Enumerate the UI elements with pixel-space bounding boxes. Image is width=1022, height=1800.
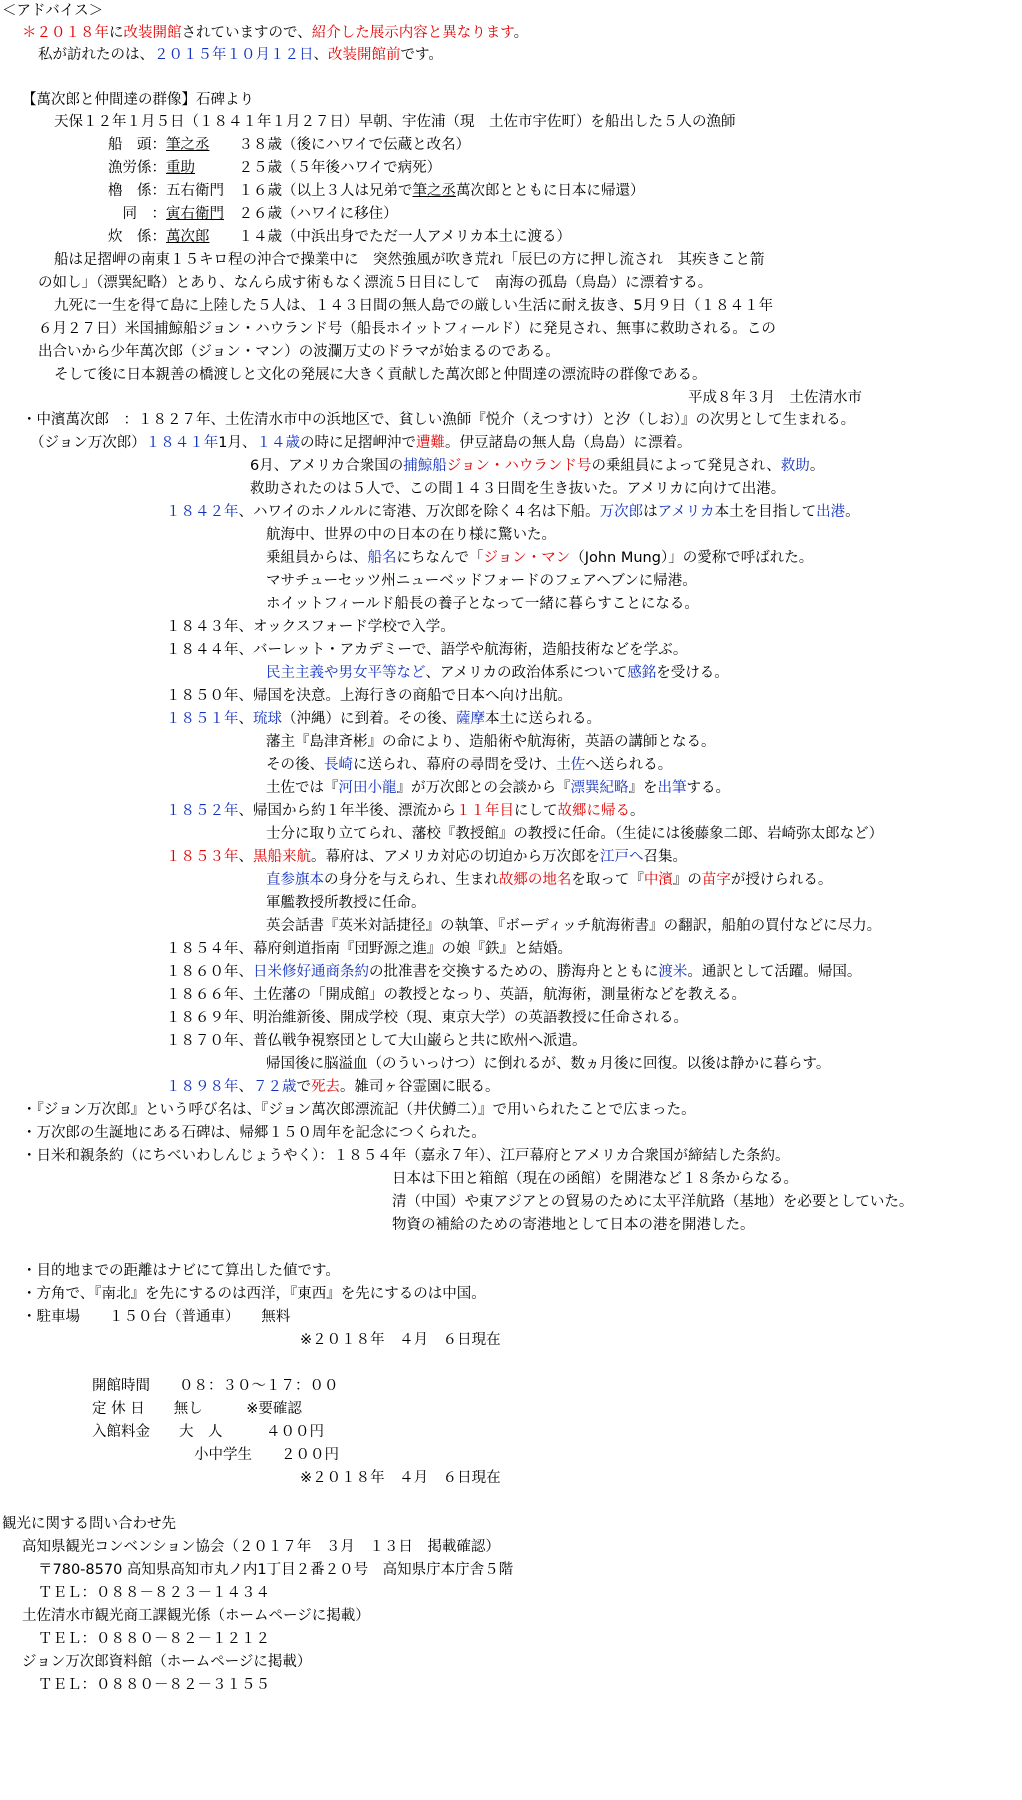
text-line — [108, 205, 398, 225]
text-line — [266, 549, 813, 569]
text-line — [266, 526, 556, 546]
text-segment: 船は足摺岬の南東１５キロ程の沖合で操業中に 突然強風が吹き荒れ「辰巳の方に押し流され 其疾きこと箭 — [54, 252, 765, 268]
text-segment: 改装開館 — [123, 25, 182, 41]
text-line — [392, 1216, 755, 1236]
text-segment: 土佐清水市観光商工課観光係（ホームページに掲載） — [22, 1608, 370, 1624]
text-line — [38, 343, 560, 363]
text-segment: １８５２年 — [166, 803, 239, 819]
text-line — [266, 595, 699, 615]
text-line — [54, 251, 765, 271]
text-segment: ・日米和親条約（にちべいわしんじょうやく）：１８５４年（嘉永７年）、江戸幕府とアメリカ合衆国が締結した条約。 — [22, 1148, 790, 1164]
text-segment: 開館時間 ０８：３０～１７：００ — [92, 1378, 339, 1394]
text-line — [38, 320, 776, 340]
text-line — [166, 641, 687, 661]
text-segment: 土佐では『 — [266, 780, 339, 796]
text-segment: 、アメリカの政治体系について — [425, 665, 628, 681]
text-segment: 。雑司ヶ谷霊園に眠る。 — [340, 1079, 500, 1095]
text-segment: ジョン・ハウランド号 — [446, 458, 592, 474]
text-segment: 日本は下田と箱館（現在の函館）を開港など１８条からなる。 — [392, 1171, 798, 1187]
text-segment: 出合いから少年萬次郎（ジョン・マン）の波瀾万丈のドラマが始まるのである。 — [38, 344, 560, 360]
text-segment: １８４１年 — [145, 435, 219, 451]
text-segment: 。 — [630, 803, 645, 819]
text-line — [38, 1630, 270, 1650]
text-segment: １８６９年、明治維新後、開成学校（現、東京大学）の英語教授に任命される。 — [166, 1010, 688, 1026]
text-segment: 死去 — [311, 1079, 340, 1095]
text-segment: ＜アドバイス＞ — [2, 3, 104, 19]
text-segment: 土佐 — [556, 757, 586, 773]
text-segment: １８４４年、バーレット・アカデミーで、語学や航海術，造船技術などを学ぶ。 — [166, 642, 688, 658]
text-segment: 本土に送られる。 — [485, 711, 601, 727]
text-segment: 、 — [313, 47, 328, 63]
text-segment: 観光に関する問い合わせ先 — [2, 1516, 176, 1532]
text-line — [166, 986, 746, 1006]
text-segment: を受ける。 — [656, 665, 729, 681]
text-segment: 軍艦教授所教授に任命。 — [266, 895, 426, 911]
text-segment: ・駐車場 １５０台（普通車） 無料 — [22, 1309, 291, 1325]
text-segment: （沖縄）に到着。その後、 — [282, 711, 456, 727]
text-segment: 』を — [628, 780, 658, 796]
text-segment: 苗字 — [701, 872, 731, 888]
text-line — [22, 24, 528, 44]
text-segment: 。 — [845, 504, 860, 520]
text-segment: されていますので、 — [181, 25, 312, 41]
text-segment: 同 ：寅右衛門 ２６歳（ハワイに移住） — [108, 206, 398, 222]
text-line — [266, 733, 716, 753]
text-segment: 黒船来航 — [253, 849, 311, 865]
text-segment: マサチューセッツ州ニューベッドフォードのフェアヘブンに帰港。 — [266, 573, 697, 589]
text-segment: 直参旗本 — [266, 872, 324, 888]
text-segment: ・方角で、『南北』を先にするのは西洋，『東西』を先にするのは中国。 — [22, 1286, 486, 1302]
text-segment: 【萬次郎と仲間達の群像】石碑より — [22, 92, 254, 108]
text-line — [166, 1032, 587, 1052]
text-segment: １８４３年、オックスフォード学校で入学。 — [166, 619, 455, 635]
text-line — [38, 1561, 513, 1581]
text-segment: 遭難 — [415, 435, 445, 451]
text-line — [300, 1331, 501, 1351]
text-segment: は — [643, 504, 658, 520]
text-segment: ＴＥＬ：０８８－８２３－１４３４ — [38, 1585, 270, 1601]
text-segment: で — [296, 1079, 311, 1095]
text-segment: 改装開館前 — [328, 47, 401, 63]
text-segment: 。伊豆諸島の無人島（鳥島）に漂着。 — [444, 435, 692, 451]
text-line — [266, 572, 697, 592]
text-line — [2, 2, 103, 22]
text-line — [22, 1653, 311, 1673]
text-segment: 平成８年３月 土佐清水市 — [688, 390, 862, 406]
text-line — [266, 871, 832, 891]
text-segment: 、帰国から約１年半後、漂流から — [238, 803, 456, 819]
text-line — [266, 825, 883, 845]
text-segment: 清（中国）や東アジアとの貿易のために太平洋航路（基地）を必要としていた。 — [392, 1194, 914, 1210]
text-segment: 故郷に帰る — [557, 803, 630, 819]
text-segment: の時に足摺岬沖で — [299, 435, 416, 451]
text-segment: 薩摩 — [456, 711, 485, 727]
text-segment: 天保１２年１月５日（１８４１年１月２７日）早朝、宇佐浦（現 土佐市宇佐町）を船出した５人の漁師 — [54, 114, 736, 130]
text-line — [266, 917, 881, 937]
text-segment: １８７０年、普仏戦争視察団として大山巌らと共に欧州へ派遣。 — [166, 1033, 587, 1049]
text-segment: １８５４年、幕府剣道指南『団野源之進』の娘『鉄』と結婚。 — [166, 941, 572, 957]
crew-name: 筆之丞 — [412, 183, 456, 199]
text-segment: 乗組員からは、 — [266, 550, 368, 566]
text-segment: 小中学生 ２００円 — [194, 1447, 339, 1463]
text-line — [22, 1147, 789, 1167]
text-segment: にちなんで「 — [396, 550, 484, 566]
text-segment: へ送られる。 — [585, 757, 673, 773]
text-line — [166, 687, 572, 707]
text-line — [688, 389, 862, 409]
text-line — [166, 940, 572, 960]
text-line — [108, 228, 571, 248]
text-line — [38, 46, 443, 66]
text-segment: する。 — [686, 780, 730, 796]
text-segment: ＴＥＬ：０８８０－８２－１２１２ — [38, 1631, 270, 1647]
text-segment: 長崎 — [324, 757, 353, 773]
text-segment: ・中濱萬次郎 ：１８２７年、土佐清水市中の浜地区で、貧しい漁師『悦介（えつすけ）と汐（しお）』の次男として生まれる。 — [22, 412, 856, 428]
text-segment: 出港 — [816, 504, 846, 520]
text-segment: ジョン万次郎資料館（ホームページに掲載） — [22, 1654, 312, 1670]
text-line — [108, 159, 441, 179]
text-line — [166, 1078, 500, 1098]
text-line — [22, 91, 254, 111]
text-line — [392, 1193, 913, 1213]
text-line — [38, 274, 712, 294]
text-line — [166, 1009, 688, 1029]
text-line — [108, 136, 470, 156]
text-segment: １８６６年、土佐藩の「開成館」の教授となっり、英語，航海術，測量術などを教える。 — [166, 987, 746, 1003]
text-line — [22, 411, 855, 431]
text-segment: 出筆 — [657, 780, 687, 796]
text-segment: １１年目 — [456, 803, 514, 819]
text-segment: 。通訳として活躍。帰国。 — [687, 964, 862, 980]
text-segment: 民主主義や男女平等など — [266, 665, 426, 681]
text-segment: 』が万次郎との会談から『 — [396, 780, 571, 796]
text-segment: の乗組員によって発見され、 — [591, 458, 781, 474]
text-segment: ６月２７日）米国捕鯨船ジョン・ハウランド号（船長ホイットフィールド）に発見され、無事に救助される。この — [38, 321, 776, 337]
text-segment: 本土を目指して — [714, 504, 817, 520]
text-line — [2, 1515, 176, 1535]
text-line — [22, 1101, 696, 1121]
text-segment: 河田小龍 — [338, 780, 397, 796]
text-line — [392, 1170, 798, 1190]
text-line — [22, 1538, 500, 1558]
text-segment: 、 — [238, 711, 253, 727]
text-segment: １８５１年 — [166, 711, 239, 727]
text-segment: １８９８年 — [166, 1079, 239, 1095]
text-segment: ・万次郎の生誕地にある石碑は、帰郷１５０周年を記念につくられた。 — [22, 1125, 486, 1141]
crew-name: 重助 — [166, 160, 195, 176]
text-segment: 漁労係：重助 ２５歳（５年後ハワイで病死） — [108, 160, 442, 176]
text-segment: 高知県観光コンベンション協会（２０１７年 ３月 １３日 掲載確認） — [22, 1539, 500, 1555]
text-line — [266, 756, 672, 776]
text-segment: ※２０１８年 ４月 ６日現在 — [300, 1470, 501, 1486]
text-line — [108, 182, 645, 202]
text-segment: 船 頭：筆之丞 ３８歳（後にハワイで伝蔵と改名） — [108, 137, 471, 153]
text-line — [22, 1308, 290, 1328]
text-line — [250, 457, 824, 477]
text-segment: 炊 係：萬次郎 １４歳（中浜出身でただ一人アメリカ本土に渡る） — [108, 229, 571, 245]
text-line — [38, 1584, 270, 1604]
text-line — [30, 434, 691, 454]
text-segment: 、 — [238, 1079, 253, 1095]
text-segment: 紹介した展示内容と異なります — [311, 25, 514, 41]
text-segment: ※２０１８年 ４月 ６日現在 — [300, 1332, 501, 1348]
text-segment: 捕鯨船 — [403, 458, 447, 474]
text-segment: （ジョン万次郎） — [30, 435, 146, 451]
text-segment: 。幕府は、アメリカ対応の切迫から万次郎を — [311, 849, 600, 865]
text-segment: その後、 — [266, 757, 324, 773]
text-segment: １８５０年、帰国を決意。上海行きの商船で日本へ向け出航。 — [166, 688, 572, 704]
text-segment: にして — [514, 803, 558, 819]
text-segment: の批准書を交換するための、勝海舟とともに — [369, 964, 659, 980]
text-segment: １４歳 — [256, 435, 300, 451]
text-segment: アメリカ — [657, 504, 715, 520]
text-segment: が授けられる。 — [730, 872, 833, 888]
text-segment: １８６０年、 — [166, 964, 253, 980]
text-segment: 、 — [238, 849, 253, 865]
text-segment: 漂巽紀略 — [570, 780, 629, 796]
text-segment: の身分を与えられ、生まれ — [324, 872, 499, 888]
text-line — [22, 1262, 340, 1282]
text-segment: 九死に一生を得て島に上陸した５人は、１４３日間の無人島での厳しい生活に耐え抜き、5月９日（１８４１年 — [54, 298, 774, 314]
text-segment: ２０１５年１０月１２日 — [154, 47, 314, 63]
text-line — [166, 848, 687, 868]
text-line — [92, 1423, 324, 1443]
text-line — [266, 894, 426, 914]
text-line — [54, 113, 736, 133]
text-line — [166, 963, 861, 983]
text-line — [194, 1446, 339, 1466]
text-line — [92, 1377, 339, 1397]
text-segment: 』の — [672, 872, 702, 888]
text-segment: 渡米 — [658, 964, 688, 980]
crew-name: 寅右衛門 — [166, 206, 224, 222]
text-segment: そして後に日本親善の橋渡しと文化の発展に大きく貢献した萬次郎と仲間達の漂流時の群像である。 — [54, 367, 707, 383]
text-segment: に送られ、幕府の尋問を受け、 — [353, 757, 557, 773]
text-segment: （John Mung）」の愛称で呼ばれた。 — [570, 550, 814, 566]
text-line — [166, 503, 860, 523]
text-line — [22, 1285, 486, 1305]
text-segment: １８５３年 — [166, 849, 239, 865]
text-line — [22, 1607, 370, 1627]
text-segment: 船名 — [367, 550, 397, 566]
text-segment: ・目的地までの距離はナビにて算出した値です。 — [22, 1263, 340, 1279]
text-segment: 江戸へ — [599, 849, 644, 865]
text-segment: 英会話書『英米対話捷径』の執筆、『ボーディッチ航海術書』の翻訳，船舶の買付などに尽力。 — [266, 918, 882, 934]
text-segment: ジョン・マン — [483, 550, 571, 566]
text-segment: ＊２０１８年 — [22, 25, 109, 41]
text-segment: 故郷の地名 — [498, 872, 572, 888]
text-segment: 中濱 — [643, 872, 673, 888]
text-line — [166, 802, 645, 822]
text-segment: 。 — [809, 458, 825, 474]
text-segment: 6月、アメリカ合衆国の — [250, 458, 404, 474]
text-segment: です。 — [400, 47, 443, 63]
text-segment: 万次郎 — [599, 504, 644, 520]
text-line — [38, 1676, 270, 1696]
text-segment: に — [109, 25, 124, 41]
text-segment: 救助 — [780, 458, 810, 474]
text-segment: を取って『 — [571, 872, 644, 888]
text-segment: 物資の補給のための寄港地として日本の港を開港した。 — [392, 1217, 755, 1233]
text-line — [22, 1124, 486, 1144]
crew-name: 萬次郎 — [166, 229, 210, 245]
text-segment: ＴＥＬ：０８８０－８２－３１５５ — [38, 1677, 270, 1693]
text-segment: 航海中、世界の中の日本の在り様に驚いた。 — [266, 527, 556, 543]
text-segment: 入館料金 大 人 ４００円 — [92, 1424, 324, 1440]
text-line — [54, 297, 773, 317]
text-segment: ・『ジョン万次郎』という呼び名は、『ジョン萬次郎漂流記（井伏鱒二）』で用いられたことで広まった。 — [22, 1102, 696, 1118]
text-segment: １８４２年 — [166, 504, 239, 520]
text-line — [266, 1055, 830, 1075]
text-segment: 私が訪れたのは、 — [38, 47, 154, 63]
text-segment: 救助されたのは５人で、この間１４３日間を生き抜いた。アメリカに向けて出港。 — [250, 481, 786, 497]
text-segment: 士分に取り立てられ、藩校『教授館』の教授に任命。（生徒には後藤象二郎、岩崎弥太郎など） — [266, 826, 884, 842]
text-segment: 定 休 日 無し ※要確認 — [92, 1401, 302, 1417]
text-segment: 櫓 係：五右衛門 １６歳（以上３人は兄弟で筆之丞萬次郎とともに日本に帰還） — [108, 183, 645, 199]
text-segment: 帰国後に脳溢血（のういっけつ）に倒れるが、数ヵ月後に回復。以後は静かに暮らす。 — [266, 1056, 831, 1072]
text-segment: 琉球 — [253, 711, 282, 727]
text-line — [54, 366, 707, 386]
text-segment: 日米修好通商条約 — [253, 964, 369, 980]
text-segment: 感銘 — [627, 665, 657, 681]
text-segment: 藩主『島津斉彬』の命により、造船術や航海術，英語の講師となる。 — [266, 734, 716, 750]
text-segment: ７２歳 — [253, 1079, 297, 1095]
text-line — [300, 1469, 501, 1489]
text-segment: 1月、 — [218, 435, 257, 451]
text-line — [250, 480, 785, 500]
text-segment: 〒780-8570 高知県高知市丸ノ内1丁目２番２０号 高知県庁本庁舎５階 — [38, 1562, 514, 1578]
text-line — [266, 664, 729, 684]
text-line — [166, 618, 455, 638]
text-line — [92, 1400, 302, 1420]
text-line — [266, 779, 730, 799]
crew-name: 筆之丞 — [166, 137, 210, 153]
text-segment: ホイットフィールド船長の養子となって一緒に暮らすことになる。 — [266, 596, 699, 612]
text-segment: の如し」（漂巽紀略）とあり、なんら成す術もなく漂流５日目にして 南海の孤島（鳥島）に漂着する。 — [38, 275, 713, 291]
text-segment: 召集。 — [643, 849, 687, 865]
text-line — [166, 710, 601, 730]
text-segment: 、ハワイのホノルルに寄港、万次郎を除く４名は下船。 — [238, 504, 600, 520]
text-segment: 。 — [513, 25, 529, 41]
